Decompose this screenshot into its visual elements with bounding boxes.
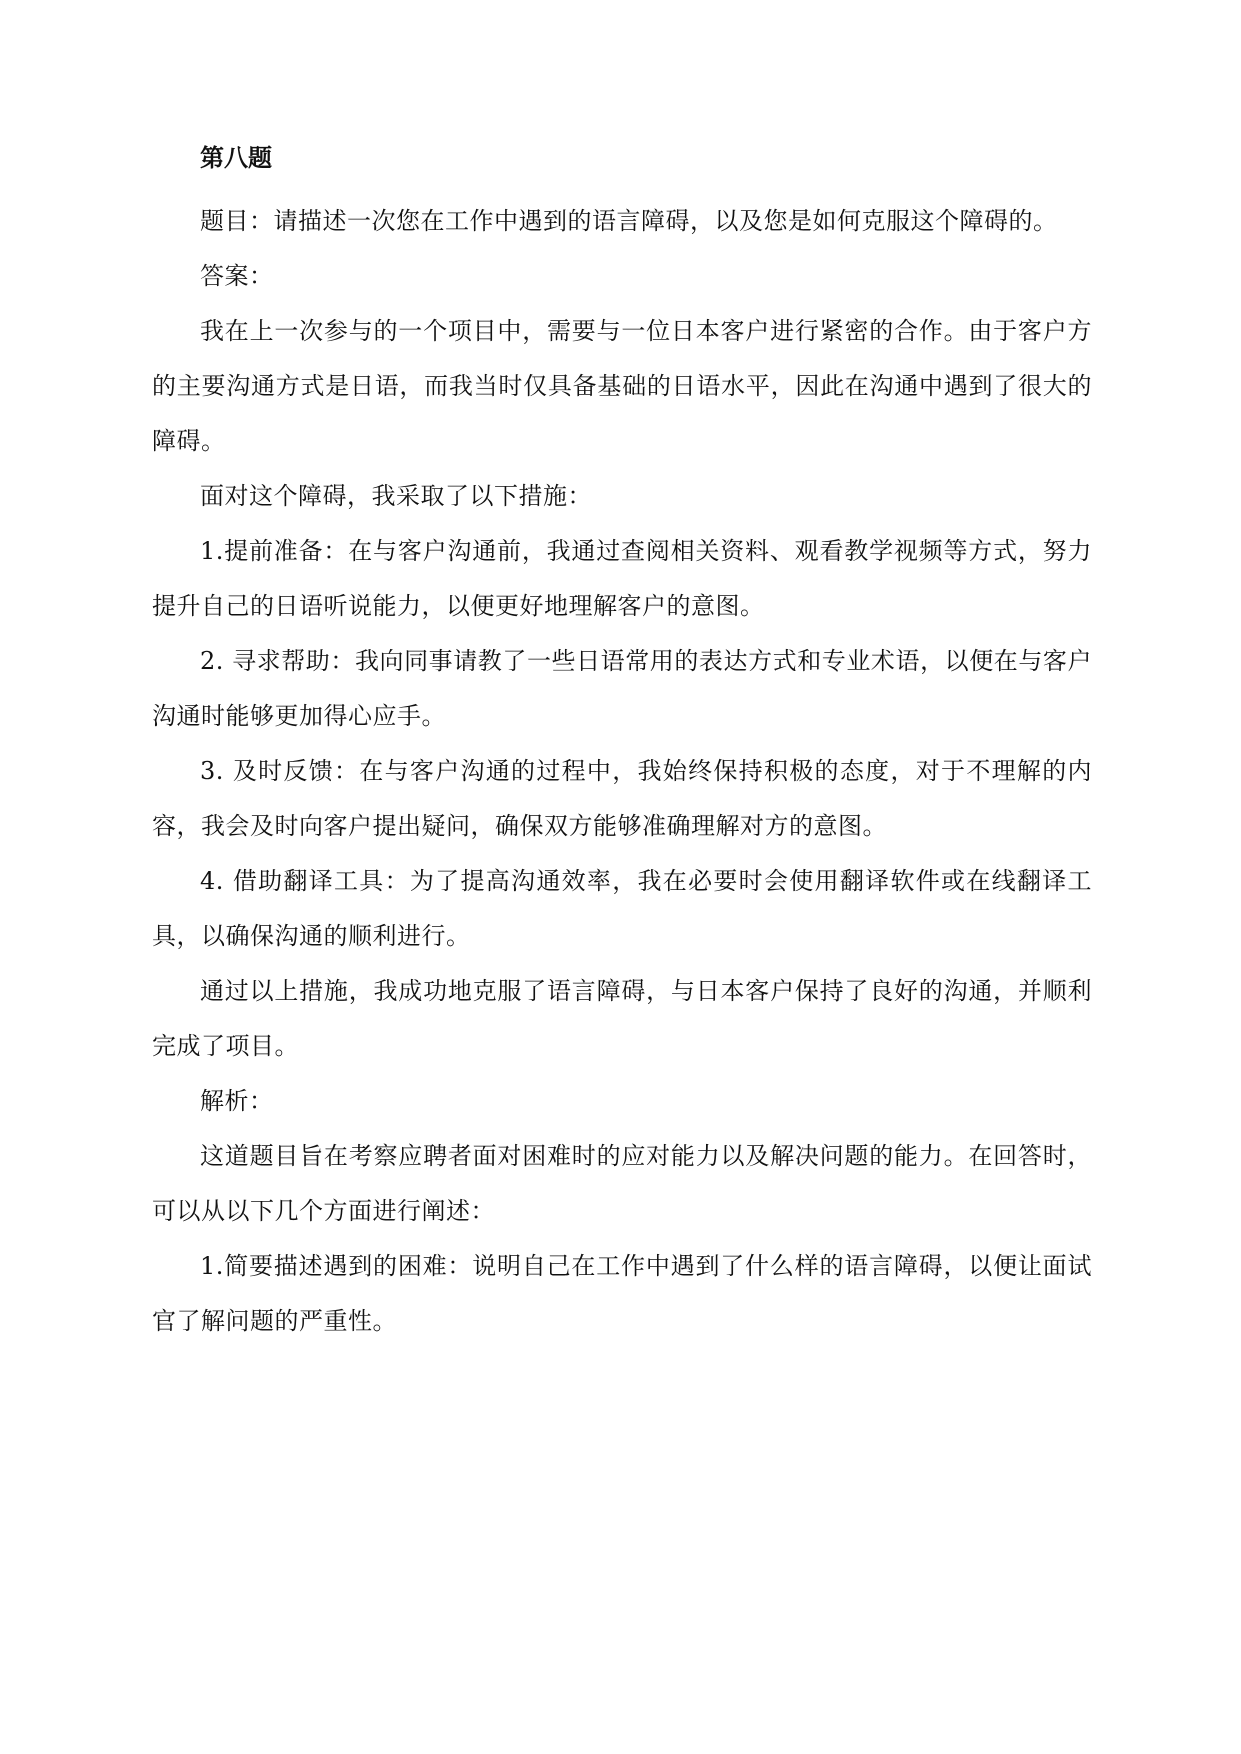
analysis-paragraph: 这道题目旨在考察应聘者面对困难时的应对能力以及解决问题的能力。在回答时，可以从以下几个方面进行阐述： — [152, 1142, 1092, 1225]
document-body — [152, 146, 1092, 1349]
measure-item-3: 3. 及时反馈：在与客户沟通的过程中，我始终保持积极的态度，对于不理解的内容，我会及时向客户提出疑问，确保双方能够准确理解对方的意图。 — [152, 757, 1092, 840]
answer-intro-paragraph: 我在上一次参与的一个项目中，需要与一位日本客户进行紧密的合作。由于客户方的主要沟通方式是日语，而我当时仅具备基础的日语水平，因此在沟通中遇到了很大的障碍。 — [152, 317, 1092, 455]
measures-intro: 面对这个障碍，我采取了以下措施： — [200, 482, 592, 510]
answer-conclusion: 通过以上措施，我成功地克服了语言障碍，与日本客户保持了良好的沟通，并顺利完成了项目。 — [152, 977, 1092, 1060]
measure-item-4: 4. 借助翻译工具：为了提高沟通效率，我在必要时会使用翻译软件或在线翻译工具，以确保沟通的顺利进行。 — [152, 867, 1092, 950]
question-text: 题目：请描述一次您在工作中遇到的语言障碍，以及您是如何克服这个障碍的。 — [200, 207, 1058, 235]
analysis-item-1: 1.简要描述遇到的困难：说明自己在工作中遇到了什么样的语言障碍，以便让面试官了解问题的严重性。 — [152, 1252, 1092, 1335]
answer-label: 答案： — [200, 262, 274, 290]
measure-item-1: 1.提前准备：在与客户沟通前，我通过查阅相关资料、观看教学视频等方式，努力提升自己的日语听说能力，以便更好地理解客户的意图。 — [152, 537, 1092, 620]
analysis-label: 解析： — [200, 1087, 274, 1115]
measure-item-2: 2. 寻求帮助：我向同事请教了一些日语常用的表达方式和专业术语，以便在与客户沟通时能够更加得心应手。 — [152, 647, 1092, 730]
question-heading: 第八题 — [200, 144, 272, 172]
